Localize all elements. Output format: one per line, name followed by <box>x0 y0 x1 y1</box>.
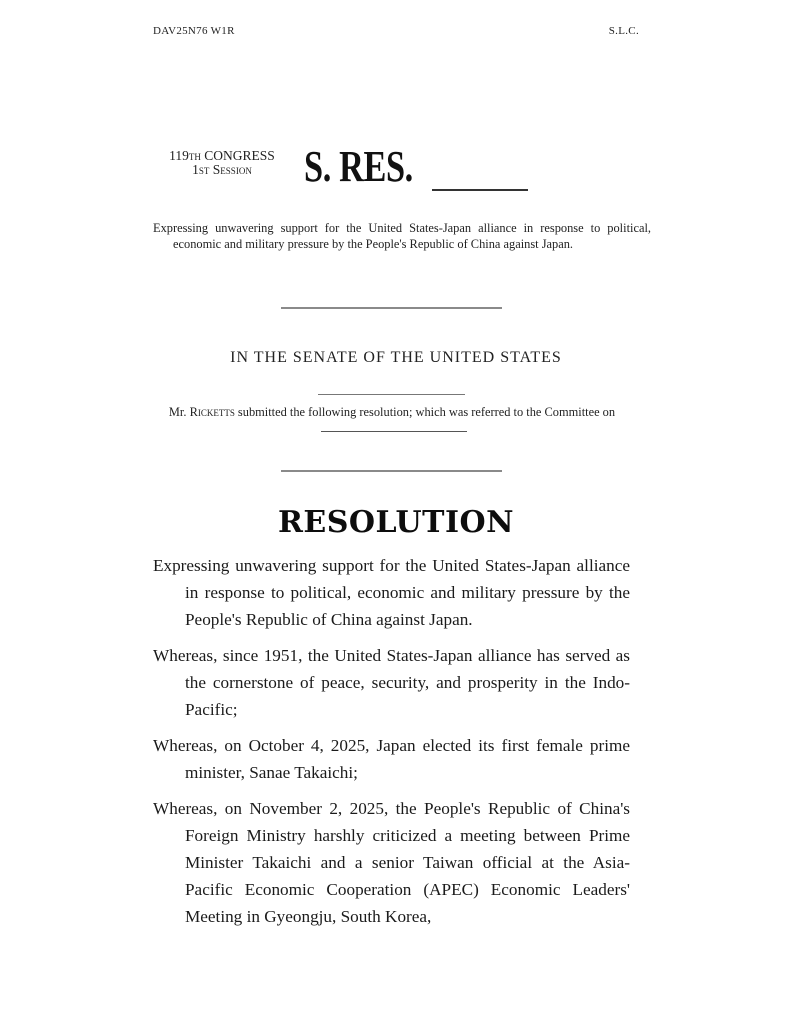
resolution-number-blank <box>432 189 528 191</box>
whereas-clause: Whereas, since 1951, the United States-Japan alliance has served as the cornerstone of peace, security, and prosperity in the Indo-Pacific; <box>153 646 630 719</box>
resolution-body <box>153 552 630 939</box>
office-code: S.L.C. <box>608 25 639 37</box>
sponsor-name: Ricketts <box>189 405 235 419</box>
session-label: 1st Session <box>192 162 252 177</box>
resolution-designation: S. RES. <box>304 142 413 191</box>
sponsor-prefix: Mr. <box>168 405 190 419</box>
whereas-clause: Whereas, on November 2, 2025, the People's Republic of China's Foreign Ministry harshly criticized a meeting between Prime Minister Takaichi and a senior Taiwan official at the Asia-Pacific Economic Cooperation (APEC) Economic Leaders' Meeting in Gyeongju, South Korea, <box>153 799 630 926</box>
divider-rule-short <box>318 394 465 395</box>
congress-session-block <box>152 149 292 177</box>
divider-rule <box>281 307 502 309</box>
document-code: DAV25N76 W1R <box>153 25 235 37</box>
short-title: Expressing unwavering support for the United States-Japan alliance in response to political, economic and military pressure by the People's Republic of China against Japan. <box>153 221 651 251</box>
sponsor-action: submitted the following resolution; which was referred to the Committee on <box>234 405 616 419</box>
chamber-heading: IN THE SENATE OF THE UNITED STATES <box>230 349 562 366</box>
whereas-clause: Whereas, on October 4, 2025, Japan elected its first female prime minister, Sanae Takaichi; <box>153 736 630 782</box>
divider-rule <box>281 470 502 472</box>
resolution-title-paragraph: Expressing unwavering support for the United States-Japan alliance in response to political, economic and military pressure by the People's Republic of China against Japan. <box>153 556 630 629</box>
sponsor-statement <box>153 404 631 436</box>
committee-blank <box>321 422 467 432</box>
congress-label: 119th CONGRESS <box>169 148 275 163</box>
resolution-heading: RESOLUTION <box>277 505 515 540</box>
